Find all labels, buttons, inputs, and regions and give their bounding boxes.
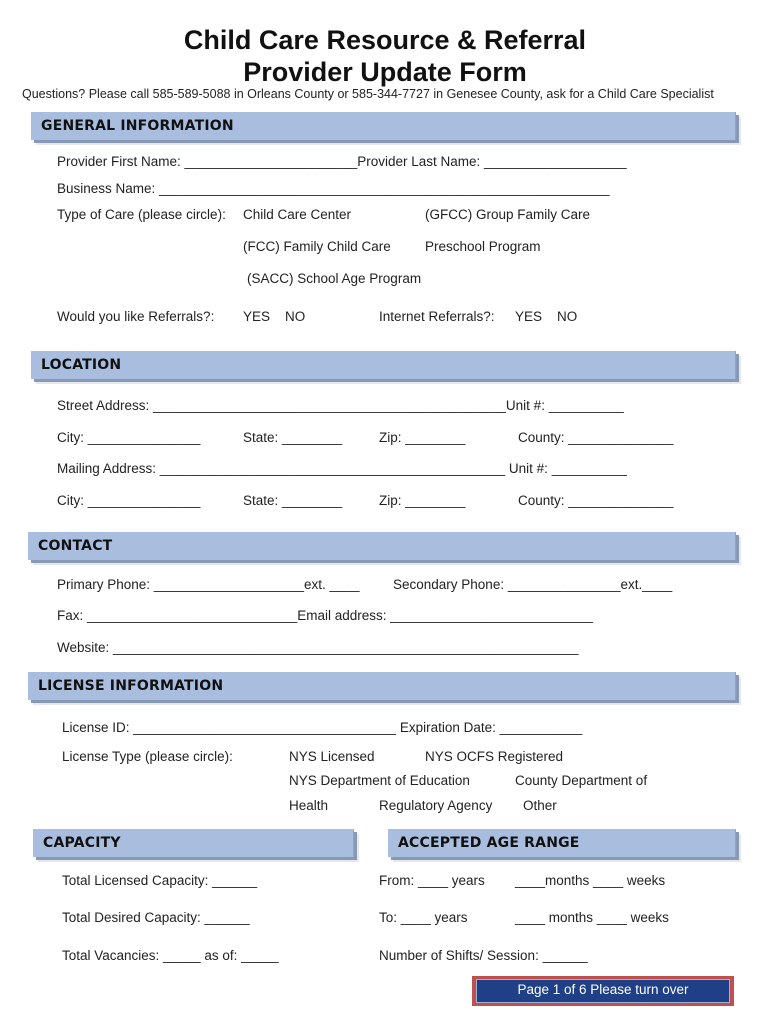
section-header-general [31,112,736,140]
option-health[interactable]: Health [289,798,329,813]
option-nys-ocfs-registered[interactable]: NYS OCFS Registered [425,749,564,764]
section-title-location: LOCATION [41,357,122,373]
age-from-months-weeks-field[interactable]: ____months ____ weeks [515,873,666,888]
website-field[interactable]: Website: ______________________________________________________________ [57,640,579,655]
internet-referrals-label: Internet Referrals?: [379,309,495,324]
internet-referrals-options[interactable]: YES NO [515,309,578,324]
county-field[interactable]: County: ______________ [518,430,674,445]
primary-phone-field[interactable]: Primary Phone: ____________________ext. ____ [57,577,360,592]
referrals-options[interactable]: YES NO [243,309,306,324]
state-field[interactable]: State: ________ [243,430,343,445]
business-name-field[interactable]: Business Name: ____________________________________________________________ [57,181,610,196]
zip-field[interactable]: Zip: ________ [379,430,466,445]
provider-name-field[interactable]: Provider First Name: _______________________Provider Last Name: ___________________ [57,154,627,169]
section-title-license: LICENSE INFORMATION [38,678,224,694]
section-header-license [28,672,736,700]
age-from-years-field[interactable]: From: ____ years [379,873,485,888]
license-type-label: License Type (please circle): [62,749,233,764]
mailing-zip-field[interactable]: Zip: ________ [379,493,466,508]
section-title-contact: CONTACT [38,538,113,554]
section-header-location [31,351,736,379]
age-to-months-weeks-field[interactable]: ____ months ____ weeks [515,910,669,925]
license-id-field[interactable]: License ID: ___________________________________ Expiration Date: ___________ [62,720,583,735]
option-county-dept[interactable]: County Department of [515,773,648,788]
total-licensed-capacity-field[interactable]: Total Licensed Capacity: ______ [62,873,258,888]
option-nys-dept-education[interactable]: NYS Department of Education [289,773,470,788]
contact-instructions: Questions? Please call 585-589-5088 in Orleans County or 585-344-7727 in Genesee County, ask for a Child Care Specialist [22,87,714,101]
total-vacancies-field[interactable]: Total Vacancies: _____ as of: _____ [62,948,279,963]
type-of-care-label: Type of Care (please circle): [57,207,226,222]
mailing-county-field[interactable]: County: ______________ [518,493,674,508]
secondary-phone-field[interactable]: Secondary Phone: _______________ext.____ [393,577,673,592]
option-fcc[interactable]: (FCC) Family Child Care [243,239,391,254]
age-to-years-field[interactable]: To: ____ years [379,910,468,925]
shifts-session-field[interactable]: Number of Shifts/ Session: ______ [379,948,588,963]
option-nys-licensed[interactable]: NYS Licensed [289,749,375,764]
section-header-contact [28,532,736,560]
section-title-age-range: ACCEPTED AGE RANGE [398,835,580,851]
section-header-capacity [33,829,354,857]
mailing-city-field[interactable]: City: _______________ [57,493,201,508]
option-gfcc[interactable]: (GFCC) Group Family Care [425,207,591,222]
option-child-care-center[interactable]: Child Care Center [243,207,352,222]
mailing-address-field[interactable]: Mailing Address: ______________________________________________ Unit #: __________ [57,461,627,476]
total-desired-capacity-field[interactable]: Total Desired Capacity: ______ [62,910,250,925]
option-other[interactable]: Other [523,798,557,813]
page-indicator [472,976,734,1006]
section-title-capacity: CAPACITY [43,835,121,851]
section-title-general: GENERAL INFORMATION [41,118,234,134]
mailing-state-field[interactable]: State: ________ [243,493,343,508]
option-regulatory-agency[interactable]: Regulatory Agency [379,798,493,813]
referrals-label: Would you like Referrals?: [57,309,215,324]
city-field[interactable]: City: _______________ [57,430,201,445]
form-title-line-2: Provider Update Form [243,57,527,87]
option-preschool[interactable]: Preschool Program [425,239,541,254]
fax-email-field[interactable]: Fax: ____________________________Email address: ___________________________ [57,608,593,623]
page-indicator-label: Page 1 of 6 Please turn over [476,979,730,1003]
section-header-age-range [388,829,736,857]
street-address-field[interactable]: Street Address: _______________________________________________Unit #: __________ [57,398,624,413]
option-sacc[interactable]: (SACC) School Age Program [247,271,422,286]
form-title-line-1: Child Care Resource & Referral [183,25,587,55]
